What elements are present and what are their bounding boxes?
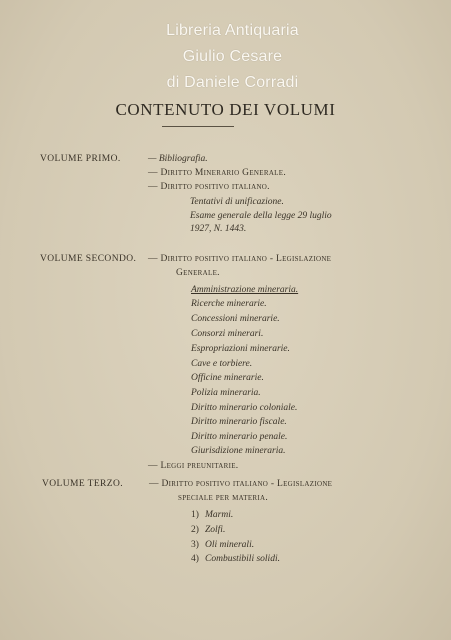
volume-1-item: — Diritto Minerario Generale.: [148, 168, 287, 178]
volume-2-heading: — Diritto positivo italiano - Legislazione: [148, 254, 332, 264]
volume-2-subitem: Espropriazioni minerarie.: [191, 344, 290, 354]
volume-1-item: — Bibliografia.: [148, 154, 208, 164]
volume-3-heading-cont: speciale per materia.: [178, 493, 269, 503]
volume-3-number: 1): [191, 510, 199, 520]
volume-2-subitem: Ricerche minerarie.: [191, 299, 267, 309]
watermark-line-3: di Daniele Corradi: [166, 74, 299, 91]
volume-1-item: — Diritto positivo italiano.: [148, 182, 270, 192]
volume-2-subitem: Diritto minerario coloniale.: [191, 403, 298, 413]
volume-3-number: 2): [191, 525, 199, 535]
volume-3-number: 3): [191, 540, 199, 550]
volume-1-subitem: 1927, N. 1443.: [190, 224, 247, 234]
volume-3-number: 4): [191, 554, 199, 564]
volume-3-subitem: Marmi.: [205, 510, 234, 520]
volume-1-label: VOLUME PRIMO.: [40, 154, 121, 164]
volume-2-subitem: Consorzi minerari.: [191, 329, 264, 339]
title-rule: [162, 126, 234, 127]
volume-3-subitem: Oli minerali.: [205, 540, 255, 550]
volume-1-subitem: Tentativi di unificazione.: [190, 197, 284, 207]
volume-3-subitem: Zolfi.: [205, 525, 226, 535]
volume-2-subitem: Cave e torbiere.: [191, 359, 253, 369]
volume-2-subitem: Diritto minerario fiscale.: [191, 417, 287, 427]
volume-2-subitem: Diritto minerario penale.: [191, 432, 288, 442]
volume-3-label: VOLUME TERZO.: [42, 479, 124, 489]
volume-1-subitem: Esame generale della legge 29 luglio: [190, 211, 332, 221]
volume-2-subitem: Officine minerarie.: [191, 373, 264, 383]
volume-2-subitem: Giurisdizione mineraria.: [191, 446, 286, 456]
volume-2-closing: — Leggi preunitarie.: [148, 461, 239, 471]
volume-3-subitem: Combustibili solidi.: [205, 554, 280, 564]
volume-2-label: VOLUME SECONDO.: [40, 254, 137, 264]
watermark-line-2: Giulio Cesare: [182, 48, 283, 65]
volume-2-heading-cont: Generale.: [176, 268, 220, 278]
volume-3-heading: — Diritto positivo italiano - Legislazione: [149, 479, 333, 489]
page-title: CONTENUTO DEI VOLUMI: [115, 100, 336, 119]
volume-2-subitem: Concessioni minerarie.: [191, 314, 280, 324]
volume-2-subitem: Amministrazione mineraria.: [191, 285, 299, 295]
volume-2-subitem: Polizia mineraria.: [191, 388, 261, 398]
watermark-line-1: Libreria Antiquaria: [166, 22, 299, 39]
